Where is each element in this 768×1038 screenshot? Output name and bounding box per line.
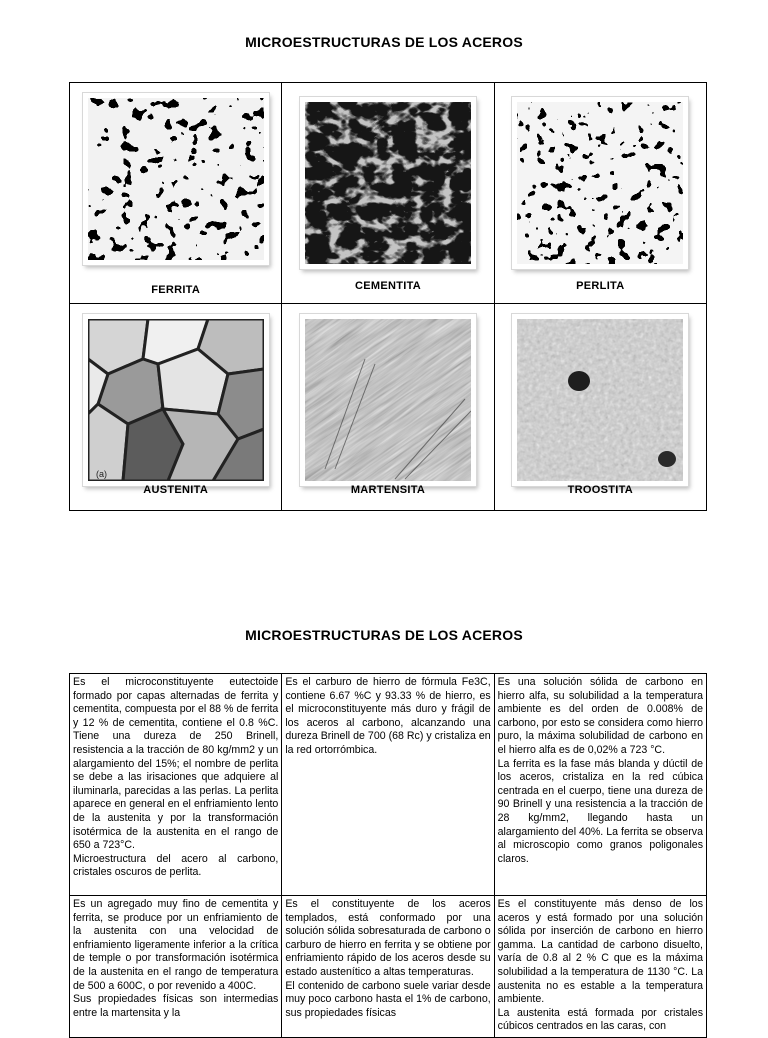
paragraph: Es el microconstituyente eutectoide formado por capas alternadas de ferrita y cementita, compuesta por el 88 % de ferrita y 12 % de cementita, contiene el 0.8 %C. Tiene una dureza de 250 Brinell, resistencia a la tracción de 80 kg/mm2 y un alargamiento del 15%; el nombre de perlita se debe a las irisaciones que adquiere al iluminarla, parecidas a las perlas. La perlita aparece en general en el enfriamiento lento de la austenita y por la transformación isotérmica de la austenita en el rango de 650 a 723°C. <box>73 676 279 852</box>
micrograph-label: FERRITA <box>151 284 201 296</box>
description-troostita <box>70 896 282 1038</box>
paragraph: La ferrita es la fase más blanda y dúctil de los aceros, cristaliza en la red cúbica centrada en el cuerpo, tiene una dureza de 90 Brinell y una resistencia a la tracción de 28 kg/mm2, llegando hasta un alargamiento del 40%. La ferrita se observa al microscopio como granos poligonales claros. <box>497 757 703 865</box>
micrograph-label: AUSTENITA <box>143 484 209 496</box>
description-austenita <box>494 896 706 1038</box>
micrograph-cell-ferrita <box>70 83 282 304</box>
svg-text:(a): (a) <box>95 469 107 479</box>
paragraph: Es un agregado muy fino de cementita y ferrita, se produce por un enfriamiento de la austenita con una velocidad de enfriamiento ligeramente inferior a la crítica de temple o por transformación isotérmica de la austenita en el rango de temperatura de 500 a 600C, o por revenido a 400C. <box>73 898 279 992</box>
description-cementita <box>282 674 494 896</box>
section-title: MICROESTRUCTURAS DE LOS ACEROS <box>245 627 523 643</box>
paragraph: Es el carburo de hierro de fórmula Fe3C, contiene 6.67 %C y 93.33 % de hierro, es el microconstituyente más duro y frágil de los aceros al carbono, alcanzando una dureza Brinell de 700 (68 Rc) y cristaliza en la red ortorrómbica. <box>285 676 491 756</box>
paragraph: Es una solución sólida de carbono en hierro alfa, su solubilidad a la temperatura ambiente es del orden de 0.008% de carbono, por esto se considera como hierro puro, la máxima solubilidad de carbono en el hierro alfa es de 0,02% a 723 °C. <box>497 676 703 756</box>
page-title: MICROESTRUCTURAS DE LOS ACEROS <box>245 34 523 50</box>
description-table <box>69 673 707 1038</box>
micrograph-cell-cementita <box>282 83 494 304</box>
micrograph-image-perlita <box>512 97 688 269</box>
micrograph-label: PERLITA <box>576 280 625 292</box>
paragraph: Microestructura del acero al carbono, cristales oscuros de perlita. <box>73 852 279 879</box>
micrograph-label: MARTENSITA <box>350 484 426 496</box>
paragraph: Es el constituyente de los aceros templados, está conformado por una solución sólida sobresaturada de carbono o carburo de hierro en ferrita y se obtiene por enfriamiento rápido de los aceros desde su estado austenítico a altas temperaturas. <box>285 898 491 978</box>
description-perlita <box>70 674 282 896</box>
micrograph-image-troostita <box>512 314 688 486</box>
micrograph-cell-austenita <box>70 304 282 511</box>
paragraph: El contenido de carbono suele variar desde muy poco carbono hasta el 1% de carbono, sus propiedades físicas <box>285 979 491 1019</box>
micrograph-cell-martensita <box>282 304 494 511</box>
description-ferrita <box>494 674 706 896</box>
micrograph-label: TROOSTITA <box>567 484 634 496</box>
micrograph-image-martensita <box>300 314 476 486</box>
micrograph-image-cementita <box>300 97 476 269</box>
micrograph-cell-troostita <box>494 304 706 511</box>
micrograph-label: CEMENTITA <box>354 280 422 292</box>
micrograph-grid <box>69 82 707 511</box>
paragraph: La austenita está formada por cristales cúbicos centrados en las caras, con <box>497 1006 703 1033</box>
description-martensita <box>282 896 494 1038</box>
micrograph-cell-perlita <box>494 83 706 304</box>
micrograph-image-austenita <box>83 314 269 486</box>
micrograph-image-ferrita <box>83 93 269 265</box>
paragraph: Sus propiedades físicas son intermedias entre la martensita y la <box>73 993 279 1019</box>
paragraph: Es el constituyente más denso de los aceros y está formado por una solución sólida por inserción de carbono en hierro gamma. La cantidad de carbono disuelto, varía de 0.8 al 2 % C que es la máxima solubilidad a la temperatura de 1130 °C. La austenita no es estable a la temperatura ambiente. <box>497 898 703 1006</box>
